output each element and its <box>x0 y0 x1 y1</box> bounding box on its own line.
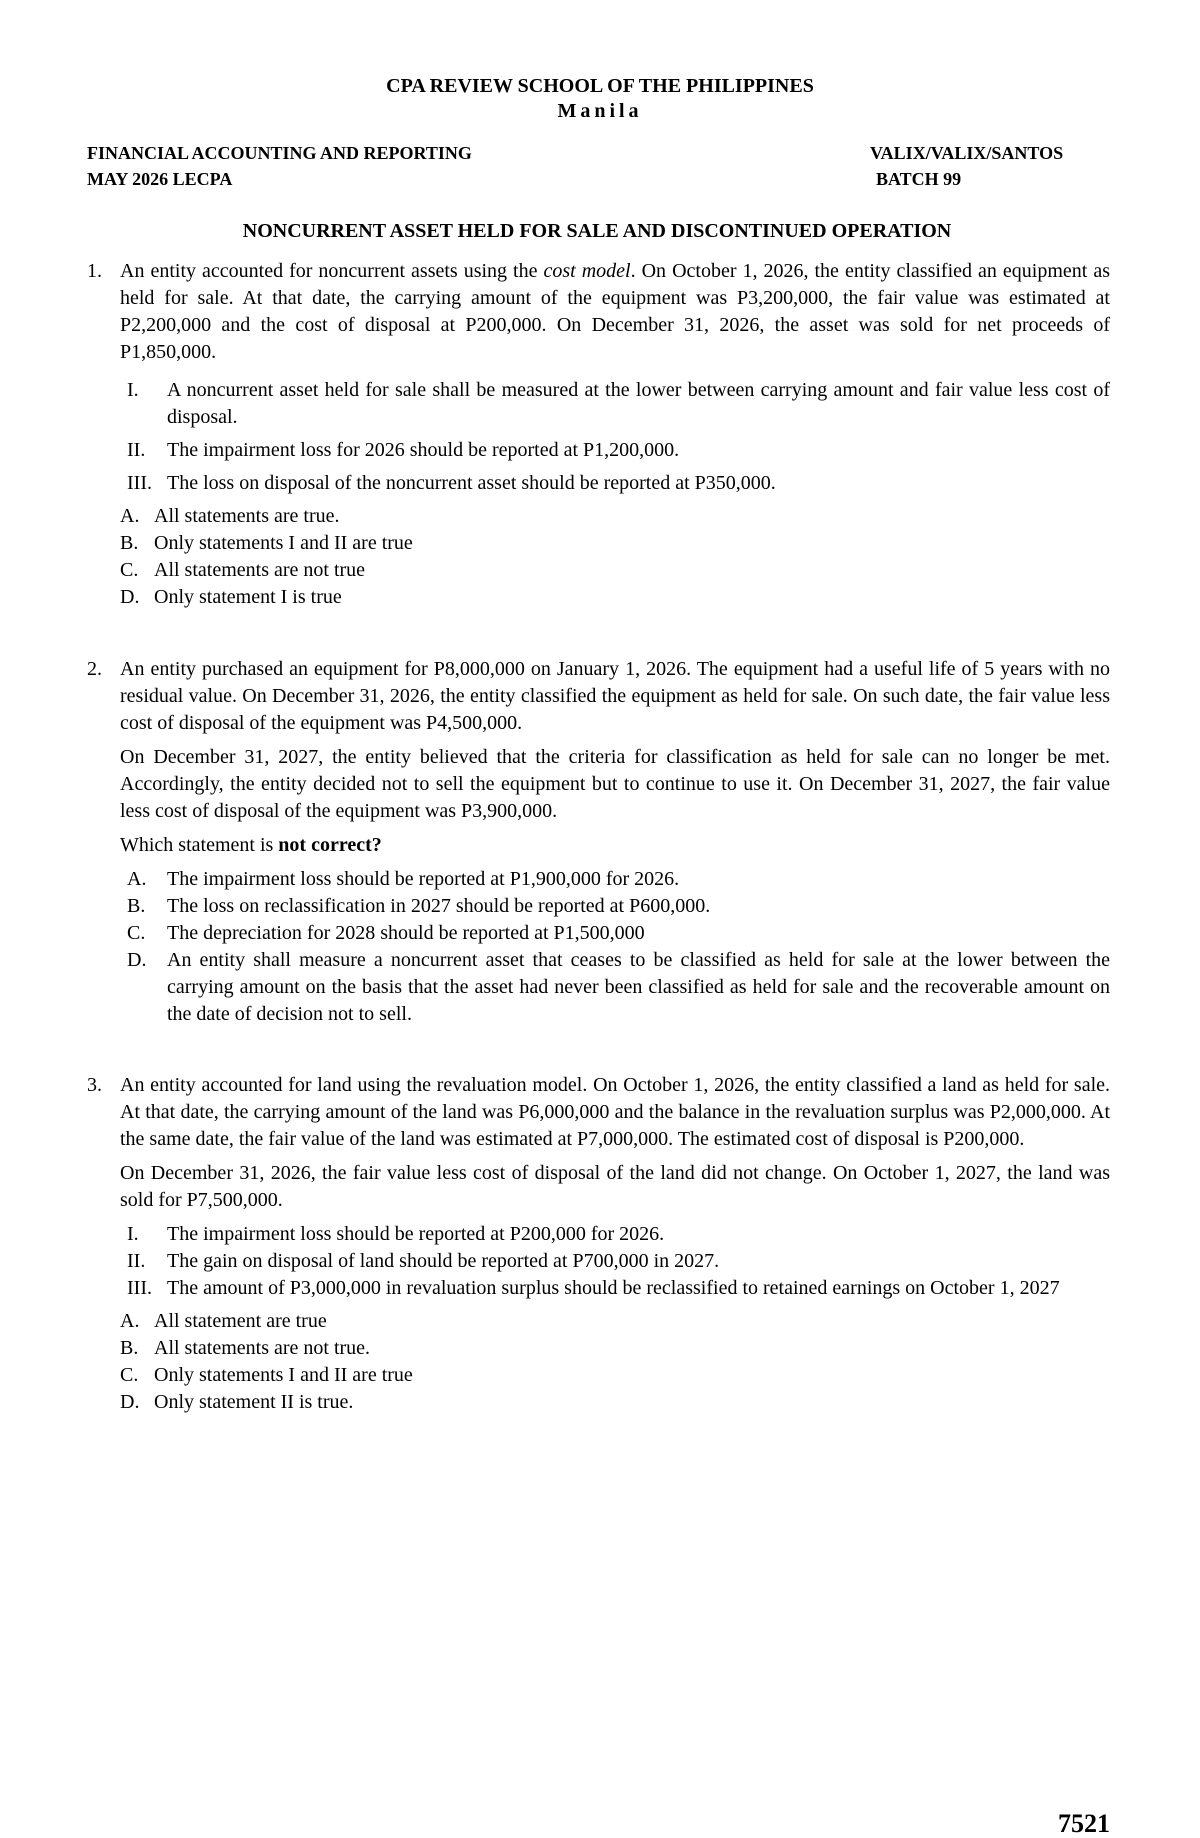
answer-options <box>120 1308 1110 1416</box>
page-number: 7521 <box>1058 1809 1110 1838</box>
answer-option: D. An entity shall measure a noncurrent asset that ceases to be classified as held for sale at the lower between the carrying amount on the basis that the asset had never been classified as held for sale and the recoverable amount on the date of decision not to sell. <box>127 949 1110 1025</box>
question-2 <box>87 656 1110 1028</box>
question-number: 2. <box>87 658 102 680</box>
question-stem: An entity accounted for land using the revaluation model. On October 1, 2026, the entity classified a land as held for sale. At that date, the carrying amount of the land was P6,000,000 and the balance in the revaluation surplus was P2,000,000. At the same date, the fair value of the land was estimated at P7,000,000. The estimated cost of disposal is P200,000. <box>120 1074 1110 1150</box>
question-paragraph: On December 31, 2026, the fair value less cost of disposal of the land did not change. On October 1, 2027, the land was sold for P7,500,000. <box>120 1162 1110 1211</box>
school-city: Manila <box>557 100 643 122</box>
question-stem: An entity purchased an equipment for P8,000,000 on January 1, 2026. The equipment had a useful life of 5 years with no residual value. On December 31, 2026, the entity classified the equipment as held for sale. On such date, the fair value less cost of disposal of the equipment was P4,500,000. <box>120 658 1110 734</box>
answer-option: B. Only statements I and II are true <box>120 532 413 554</box>
question-number: 1. <box>87 260 102 282</box>
statement-item: II. The gain on disposal of land should be reported at P700,000 in 2027. <box>127 1250 720 1272</box>
answer-options <box>120 866 1110 1028</box>
answer-option: B. All statements are not true. <box>120 1337 371 1359</box>
answer-option: D. Only statement I is true <box>120 586 342 608</box>
question-3 <box>87 1072 1110 1416</box>
topic-heading: NONCURRENT ASSET HELD FOR SALE AND DISCONTINUED OPERATION <box>242 220 952 242</box>
subject-title: FINANCIAL ACCOUNTING AND REPORTING <box>87 143 472 163</box>
answer-option: C. The depreciation for 2028 should be reported at P1,500,000 <box>127 922 645 944</box>
statement-item: III. The amount of P3,000,000 in revaluation surplus should be reclassified to retained earnings on October 1, 2027 <box>127 1277 1060 1299</box>
question-prompt: Which statement is not correct? <box>120 834 382 856</box>
answer-options <box>120 503 1110 611</box>
batch: BATCH 99 <box>876 169 962 189</box>
statement-item: III. The loss on disposal of the noncurrent asset should be reported at P350,000. <box>127 472 776 494</box>
question-stem: An entity accounted for noncurrent assets using the cost model. On October 1, 2026, the entity classified an equipment as held for sale. At that date, the carrying amount of the equipment was P3,200,000, the fair value was estimated at P2,200,000 and the cost of disposal at P200,000. On December 31, 2026, the asset was sold for net proceeds of P1,850,000. <box>120 260 1111 363</box>
question-paragraph: On December 31, 2027, the entity believed that the criteria for classification as held for sale can no longer be met. Accordingly, the entity decided not to sell the equipment but to continue to use it. On December 31, 2027, the fair value less cost of disposal of the equipment was P3,900,000. <box>120 746 1110 822</box>
statement-item: I. A noncurrent asset held for sale shall be measured at the lower between carrying amount and fair value less cost of disposal. <box>127 379 1110 428</box>
answer-option: A. All statement are true <box>120 1310 327 1332</box>
answer-option: A. All statements are true. <box>120 505 340 527</box>
question-1 <box>87 258 1110 611</box>
answer-option: D. Only statement II is true. <box>120 1391 354 1413</box>
statement-item: II. The impairment loss for 2026 should be reported at P1,200,000. <box>127 439 680 461</box>
statement-item: I. The impairment loss should be reported at P200,000 for 2026. <box>127 1223 665 1245</box>
answer-option: C. All statements are not true <box>120 559 366 581</box>
exam-term: MAY 2026 LECPA <box>87 169 233 189</box>
authors: VALIX/VALIX/SANTOS <box>870 143 1064 163</box>
question-number: 3. <box>87 1074 102 1096</box>
school-name: CPA REVIEW SCHOOL OF THE PHILIPPINES <box>386 75 814 97</box>
answer-option: B. The loss on reclassification in 2027 should be reported at P600,000. <box>127 895 711 917</box>
answer-option: A. The impairment loss should be reported at P1,900,000 for 2026. <box>127 868 680 890</box>
answer-option: C. Only statements I and II are true <box>120 1364 413 1386</box>
